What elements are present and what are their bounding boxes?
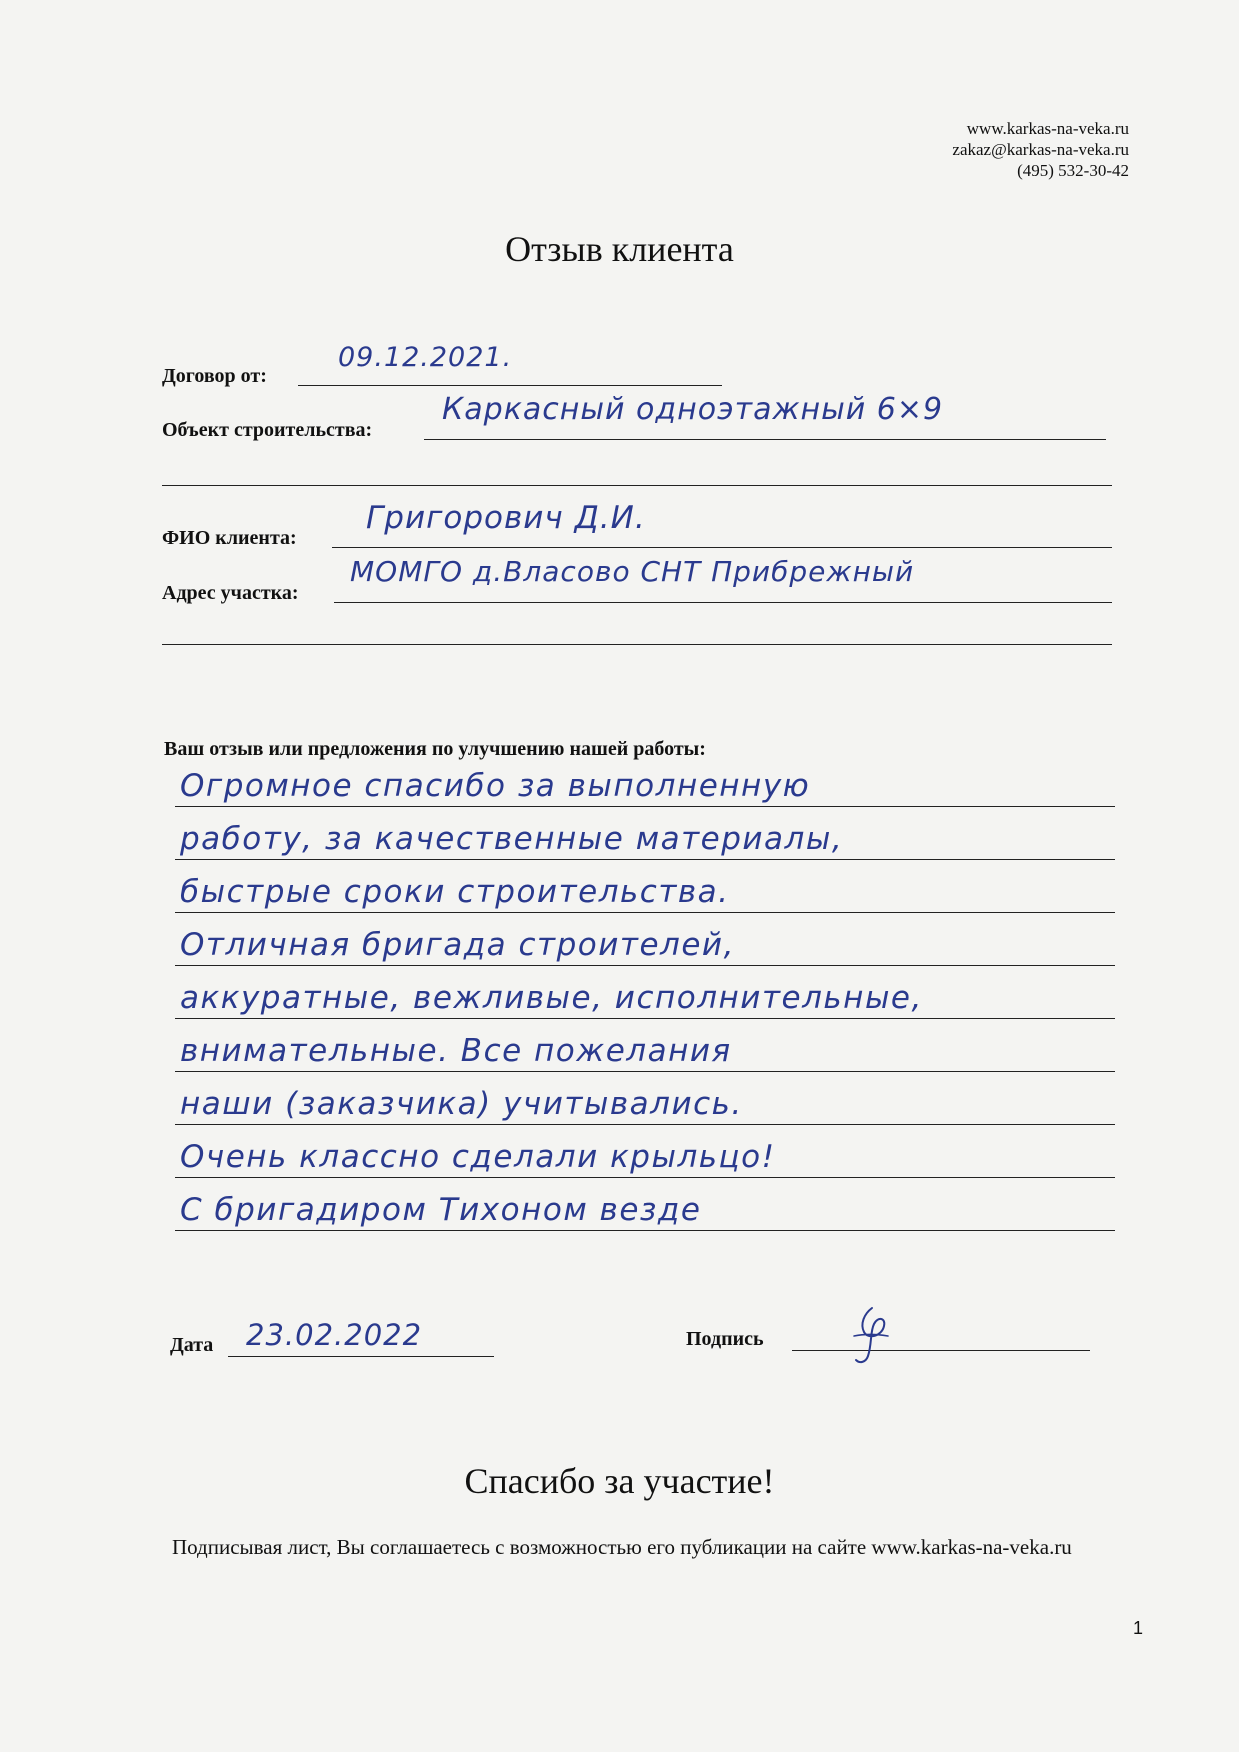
client-value: Григорович Д.И.: [366, 500, 646, 536]
object-label: Объект строительства:: [162, 419, 373, 441]
date-underline: [228, 1356, 494, 1357]
date-value: 23.02.2022: [246, 1318, 423, 1352]
contract-field: [162, 342, 722, 388]
signature-underline: [792, 1350, 1090, 1351]
address-label: Адрес участка:: [162, 582, 299, 604]
client-underline: [332, 547, 1112, 548]
contract-label: Договор от:: [162, 365, 267, 387]
signature-mark: [842, 1300, 902, 1370]
object-extra-line: [162, 485, 1112, 486]
feedback-text-line: Огромное спасибо за выполненную: [180, 768, 811, 804]
object-field: [162, 392, 1106, 442]
website-text: www.karkas-na-veka.ru: [966, 119, 1129, 138]
contract-underline: [298, 385, 722, 386]
feedback-line: [175, 1124, 1115, 1125]
feedback-text-line: внимательные. Все пожелания: [180, 1033, 732, 1069]
feedback-line: [175, 965, 1115, 966]
feedback-line: [175, 1177, 1115, 1178]
object-underline: [424, 439, 1106, 440]
feedback-text-line: быстрые сроки строительства.: [180, 874, 730, 910]
page-title: Отзыв клиента: [505, 229, 734, 269]
feedback-line: [175, 912, 1115, 913]
address-extra-line: [162, 644, 1112, 645]
date-label: Дата: [170, 1334, 214, 1356]
feedback-line: [175, 1071, 1115, 1072]
signature-label: Подпись: [686, 1328, 764, 1350]
client-field: [162, 500, 1112, 550]
client-label: ФИО клиента:: [162, 527, 297, 549]
feedback-text-line: Очень классно сделали крыльцо!: [180, 1139, 776, 1175]
feedback-line: [175, 1230, 1115, 1231]
object-value: Каркасный одноэтажный 6×9: [442, 392, 944, 427]
publication-note: Подписывая лист, Вы соглашаетесь с возможностью его публикации на сайте www.karkas-na-veka.ru: [172, 1535, 1072, 1559]
feedback-text-line: Отличная бригада строителей,: [180, 927, 735, 963]
address-underline: [334, 602, 1112, 603]
address-field: [162, 555, 1112, 605]
contract-value: 09.12.2021.: [338, 342, 513, 373]
page-number: 1: [1133, 1618, 1144, 1638]
feedback-line: [175, 806, 1115, 807]
address-value: МОМГО д.Власово СНТ Прибрежный: [350, 555, 915, 588]
feedback-line: [175, 859, 1115, 860]
thanks-heading: Спасибо за участие!: [464, 1461, 775, 1501]
feedback-label: Ваш отзыв или предложения по улучшению нашей работы:: [164, 738, 706, 760]
feedback-text-line: аккуратные, вежливые, исполнительные,: [180, 980, 923, 1016]
feedback-text-line: С бригадиром Тихоном везде: [180, 1192, 702, 1228]
contacts-block: [952, 118, 1129, 181]
feedback-text-line: работу, за качественные материалы,: [180, 821, 844, 857]
feedback-line: [175, 1018, 1115, 1019]
feedback-text-line: наши (заказчика) учитывались.: [180, 1086, 743, 1122]
phone-text: (495) 532-30-42: [1017, 161, 1129, 180]
email-text: zakaz@karkas-na-veka.ru: [952, 140, 1129, 159]
